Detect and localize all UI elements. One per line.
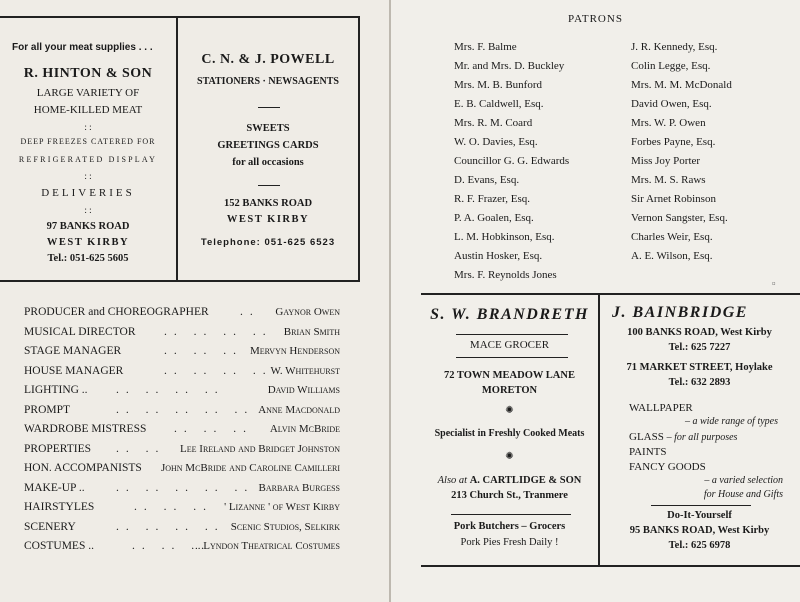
credit-row bbox=[24, 501, 340, 519]
credit-role: WARDROBE MISTRESS bbox=[24, 423, 147, 435]
bainbridge-diy: Do-It-Yourself bbox=[667, 510, 732, 521]
credit-row bbox=[24, 423, 340, 441]
bainbridge-fancy: FANCY GOODS bbox=[629, 461, 706, 473]
bainbridge-address2: 71 MARKET STREET, Hoylake bbox=[626, 362, 773, 373]
powell-tel: Telephone: 051-625 6523 bbox=[200, 237, 336, 248]
patron-name: David Owen, Esq. bbox=[631, 98, 712, 110]
credit-leader-dots: .. .. .. bbox=[174, 423, 253, 435]
bainbridge-address3: 95 BANKS ROAD, West Kirby bbox=[629, 525, 770, 536]
patron-name: Mrs. M. M. McDonald bbox=[631, 79, 732, 91]
bainbridge-name: J. BAINBRIDGE bbox=[612, 304, 748, 321]
powell-name: C. N. & J. POWELL bbox=[201, 52, 335, 67]
hinton-intro: For all your meat supplies . . . bbox=[12, 42, 153, 53]
credit-row bbox=[24, 404, 340, 422]
bainbridge-address1: 100 BANKS ROAD, West Kirby bbox=[627, 327, 772, 338]
credit-name: Alvin McBride bbox=[269, 423, 340, 435]
credit-leader-dots: .. .. .. bbox=[134, 501, 213, 513]
credit-role: PRODUCER and CHOREOGRAPHER bbox=[24, 306, 209, 318]
credit-role: HAIRSTYLES bbox=[24, 501, 95, 513]
powell-rule-2 bbox=[258, 185, 280, 186]
credit-name: John McBride and Caroline Camilleri bbox=[160, 462, 340, 474]
brandreth-also-prefix: Also at bbox=[437, 475, 468, 486]
credit-name: Mervyn Henderson bbox=[249, 345, 340, 357]
credit-row bbox=[24, 384, 340, 402]
credit-row bbox=[24, 306, 340, 324]
credit-leader-dots: .. .. .. .. .. bbox=[116, 481, 255, 494]
credit-leader-dots: .. .. bbox=[116, 442, 166, 455]
patron-name: Mrs. R. M. Coard bbox=[454, 117, 533, 129]
credit-leader-dots: .. .. .. .. bbox=[116, 520, 225, 533]
bainbridge-paints: PAINTS bbox=[629, 446, 667, 458]
credit-role: STAGE MANAGER bbox=[24, 345, 122, 357]
hinton-line4: REFRIGERATED DISPLAY bbox=[18, 155, 158, 164]
patron-name: W. O. Davies, Esq. bbox=[454, 136, 538, 148]
brandreth-line1: Pork Butchers – Grocers bbox=[453, 521, 566, 532]
ad-box-top-border bbox=[0, 16, 360, 18]
credit-name: ' Lizanne ' of West Kirby bbox=[224, 501, 340, 513]
credit-leader-dots: .. .. .. .. bbox=[164, 325, 273, 338]
credit-leader-dots: .. .. .. .. bbox=[116, 384, 225, 396]
patron-name: Mr. and Mrs. D. Buckley bbox=[454, 60, 565, 72]
brandreth-rule-bottom bbox=[456, 357, 568, 358]
ad-box-right-border bbox=[358, 16, 360, 282]
bainbridge-tel2: Tel.: 632 2893 bbox=[668, 377, 731, 388]
powell-line3: for all occasions bbox=[232, 157, 304, 168]
patrons-title: PATRONS bbox=[568, 13, 623, 25]
bainbridge-rule bbox=[651, 505, 751, 506]
credit-leader-dots: .. .. .. .. bbox=[164, 364, 273, 377]
hinton-address2: WEST KIRBY bbox=[46, 237, 130, 248]
credit-name: Brian Smith bbox=[283, 325, 340, 338]
right-ad-top-border bbox=[421, 293, 800, 295]
bainbridge-wallpaper: WALLPAPER bbox=[629, 402, 693, 414]
bainbridge-fancy-note2: for House and Gifts bbox=[703, 489, 783, 500]
patron-name: P. A. Goalen, Esq. bbox=[454, 212, 534, 224]
patron-name: L. M. Hobkinson, Esq. bbox=[454, 231, 555, 243]
patron-name: E. B. Caldwell, Esq. bbox=[454, 98, 544, 110]
credit-name: David Williams bbox=[267, 384, 340, 396]
patron-name: Vernon Sangster, Esq. bbox=[631, 212, 728, 224]
hinton-deliveries: DELIVERIES bbox=[41, 187, 135, 199]
brandreth-specialist: Specialist in Freshly Cooked Meats bbox=[434, 428, 585, 439]
patron-name: A. E. Wilson, Esq. bbox=[631, 250, 713, 262]
patron-name: Miss Joy Porter bbox=[631, 155, 701, 167]
credit-row bbox=[24, 540, 340, 558]
hinton-separator-3: : : bbox=[84, 205, 92, 215]
patron-name: Councillor G. G. Edwards bbox=[454, 155, 570, 167]
brandreth-also-name: A. CARTLIDGE & SON bbox=[469, 475, 582, 486]
patron-name: Austin Hosker, Esq. bbox=[454, 250, 543, 262]
patron-name: Sir Arnet Robinson bbox=[631, 193, 716, 205]
patron-name: Mrs. M. S. Raws bbox=[631, 174, 706, 186]
brandreth-also-line bbox=[421, 475, 598, 486]
powell-line1: SWEETS bbox=[246, 123, 290, 134]
bainbridge-glass: GLASS bbox=[629, 431, 664, 443]
credit-row bbox=[24, 326, 340, 344]
credit-role: SCENERY bbox=[24, 520, 76, 533]
left-page bbox=[0, 0, 389, 602]
patron-name: Charles Weir, Esq. bbox=[631, 231, 713, 243]
credit-row bbox=[24, 462, 340, 480]
credit-leader-dots: .. .. .. bbox=[132, 540, 211, 552]
brandreth-also-address: 213 Church St., Tranmere bbox=[451, 490, 568, 501]
credit-name: Scenic Studios, Selkirk bbox=[230, 520, 340, 533]
right-ad-bottom-border bbox=[421, 565, 800, 567]
credit-row bbox=[24, 482, 340, 500]
credit-row bbox=[24, 521, 340, 539]
brandreth-rule-lower bbox=[451, 514, 571, 515]
brandreth-address2: MORETON bbox=[481, 385, 538, 396]
patron-name: J. R. Kennedy, Esq. bbox=[631, 41, 718, 53]
ornament-icon: ✺ bbox=[505, 451, 514, 462]
brandreth-rule-top bbox=[456, 334, 568, 335]
patron-name: D. Evans, Esq. bbox=[454, 174, 520, 186]
credit-role: HON. ACCOMPANISTS bbox=[24, 462, 142, 474]
patron-name: R. F. Frazer, Esq. bbox=[454, 193, 530, 205]
powell-address1: 152 BANKS ROAD bbox=[223, 198, 313, 209]
powell-line2: GREETINGS CARDS bbox=[217, 140, 319, 151]
credit-name: Anne Macdonald bbox=[258, 403, 340, 416]
bainbridge-tel1: Tel.: 625 7227 bbox=[668, 342, 731, 353]
credit-role: PROMPT bbox=[24, 403, 71, 416]
hinton-line3: DEEP FREEZES CATERED FOR bbox=[20, 137, 156, 146]
patron-name: Mrs. M. B. Bunford bbox=[454, 79, 543, 91]
brandreth-sub: MACE GROCER bbox=[469, 339, 550, 351]
bainbridge-glass-note: – for all purposes bbox=[666, 432, 738, 443]
ad-box-bottom-border bbox=[0, 280, 360, 282]
powell-address2: WEST KIRBY bbox=[226, 214, 310, 225]
credit-row bbox=[24, 365, 340, 383]
credit-role: COSTUMES .. bbox=[24, 540, 94, 552]
credit-role: HOUSE MANAGER bbox=[24, 364, 124, 377]
hinton-line2: HOME-KILLED MEAT bbox=[33, 104, 143, 116]
credit-leader-dots: .. .. .. .. .. bbox=[116, 403, 255, 416]
credit-role: MAKE-UP .. bbox=[24, 481, 85, 494]
credit-row bbox=[24, 443, 340, 461]
bainbridge-fancy-note1: – a varied selection bbox=[704, 475, 783, 486]
powell-sub: STATIONERS · NEWSAGENTS bbox=[197, 76, 339, 87]
credit-name: W. Whitehurst bbox=[270, 364, 340, 377]
bainbridge-tel3: Tel.: 625 6978 bbox=[668, 540, 731, 551]
brandreth-line2: Pork Pies Fresh Daily ! bbox=[460, 537, 559, 548]
right-page bbox=[391, 0, 800, 602]
bainbridge-glass-line bbox=[629, 431, 737, 443]
patron-name: Forbes Payne, Esq. bbox=[631, 136, 716, 148]
patron-name: Colin Legge, Esq. bbox=[631, 60, 711, 72]
credit-leader-dots: .. .. .. bbox=[164, 345, 243, 357]
credit-role: PROPERTIES bbox=[24, 442, 92, 455]
patron-name: Mrs. W. P. Owen bbox=[631, 117, 706, 129]
hinton-separator: : : bbox=[84, 122, 92, 132]
brandreth-address1: 72 TOWN MEADOW LANE bbox=[444, 370, 575, 381]
bainbridge-wallpaper-note: – a wide range of types bbox=[684, 416, 778, 427]
credit-row bbox=[24, 345, 340, 363]
ornament-icon: ✺ bbox=[505, 405, 514, 416]
credit-name: Barbara Burgess bbox=[258, 481, 340, 494]
credit-name: Lee Ireland and Bridget Johnston bbox=[180, 442, 340, 455]
brandreth-name: S. W. BRANDRETH bbox=[430, 306, 589, 323]
page-mark: ¤ bbox=[772, 280, 776, 288]
patron-name: Mrs. F. Balme bbox=[454, 41, 517, 53]
credit-leader-dots: .. bbox=[240, 306, 260, 318]
credit-role: LIGHTING .. bbox=[24, 384, 88, 396]
credit-name: Gaynor Owen bbox=[275, 306, 340, 318]
patron-name: Mrs. F. Reynolds Jones bbox=[454, 269, 557, 281]
hinton-name: R. HINTON & SON bbox=[23, 66, 153, 81]
credit-name: .. Lyndon Theatrical Costumes bbox=[195, 540, 340, 552]
hinton-separator-2: : : bbox=[84, 171, 92, 181]
powell-rule-1 bbox=[258, 107, 280, 108]
hinton-line1: LARGE VARIETY OF bbox=[36, 87, 140, 99]
credit-role: MUSICAL DIRECTOR bbox=[24, 325, 136, 338]
hinton-tel: Tel.: 051-625 5605 bbox=[47, 253, 129, 264]
hinton-address1: 97 BANKS ROAD bbox=[46, 221, 130, 232]
